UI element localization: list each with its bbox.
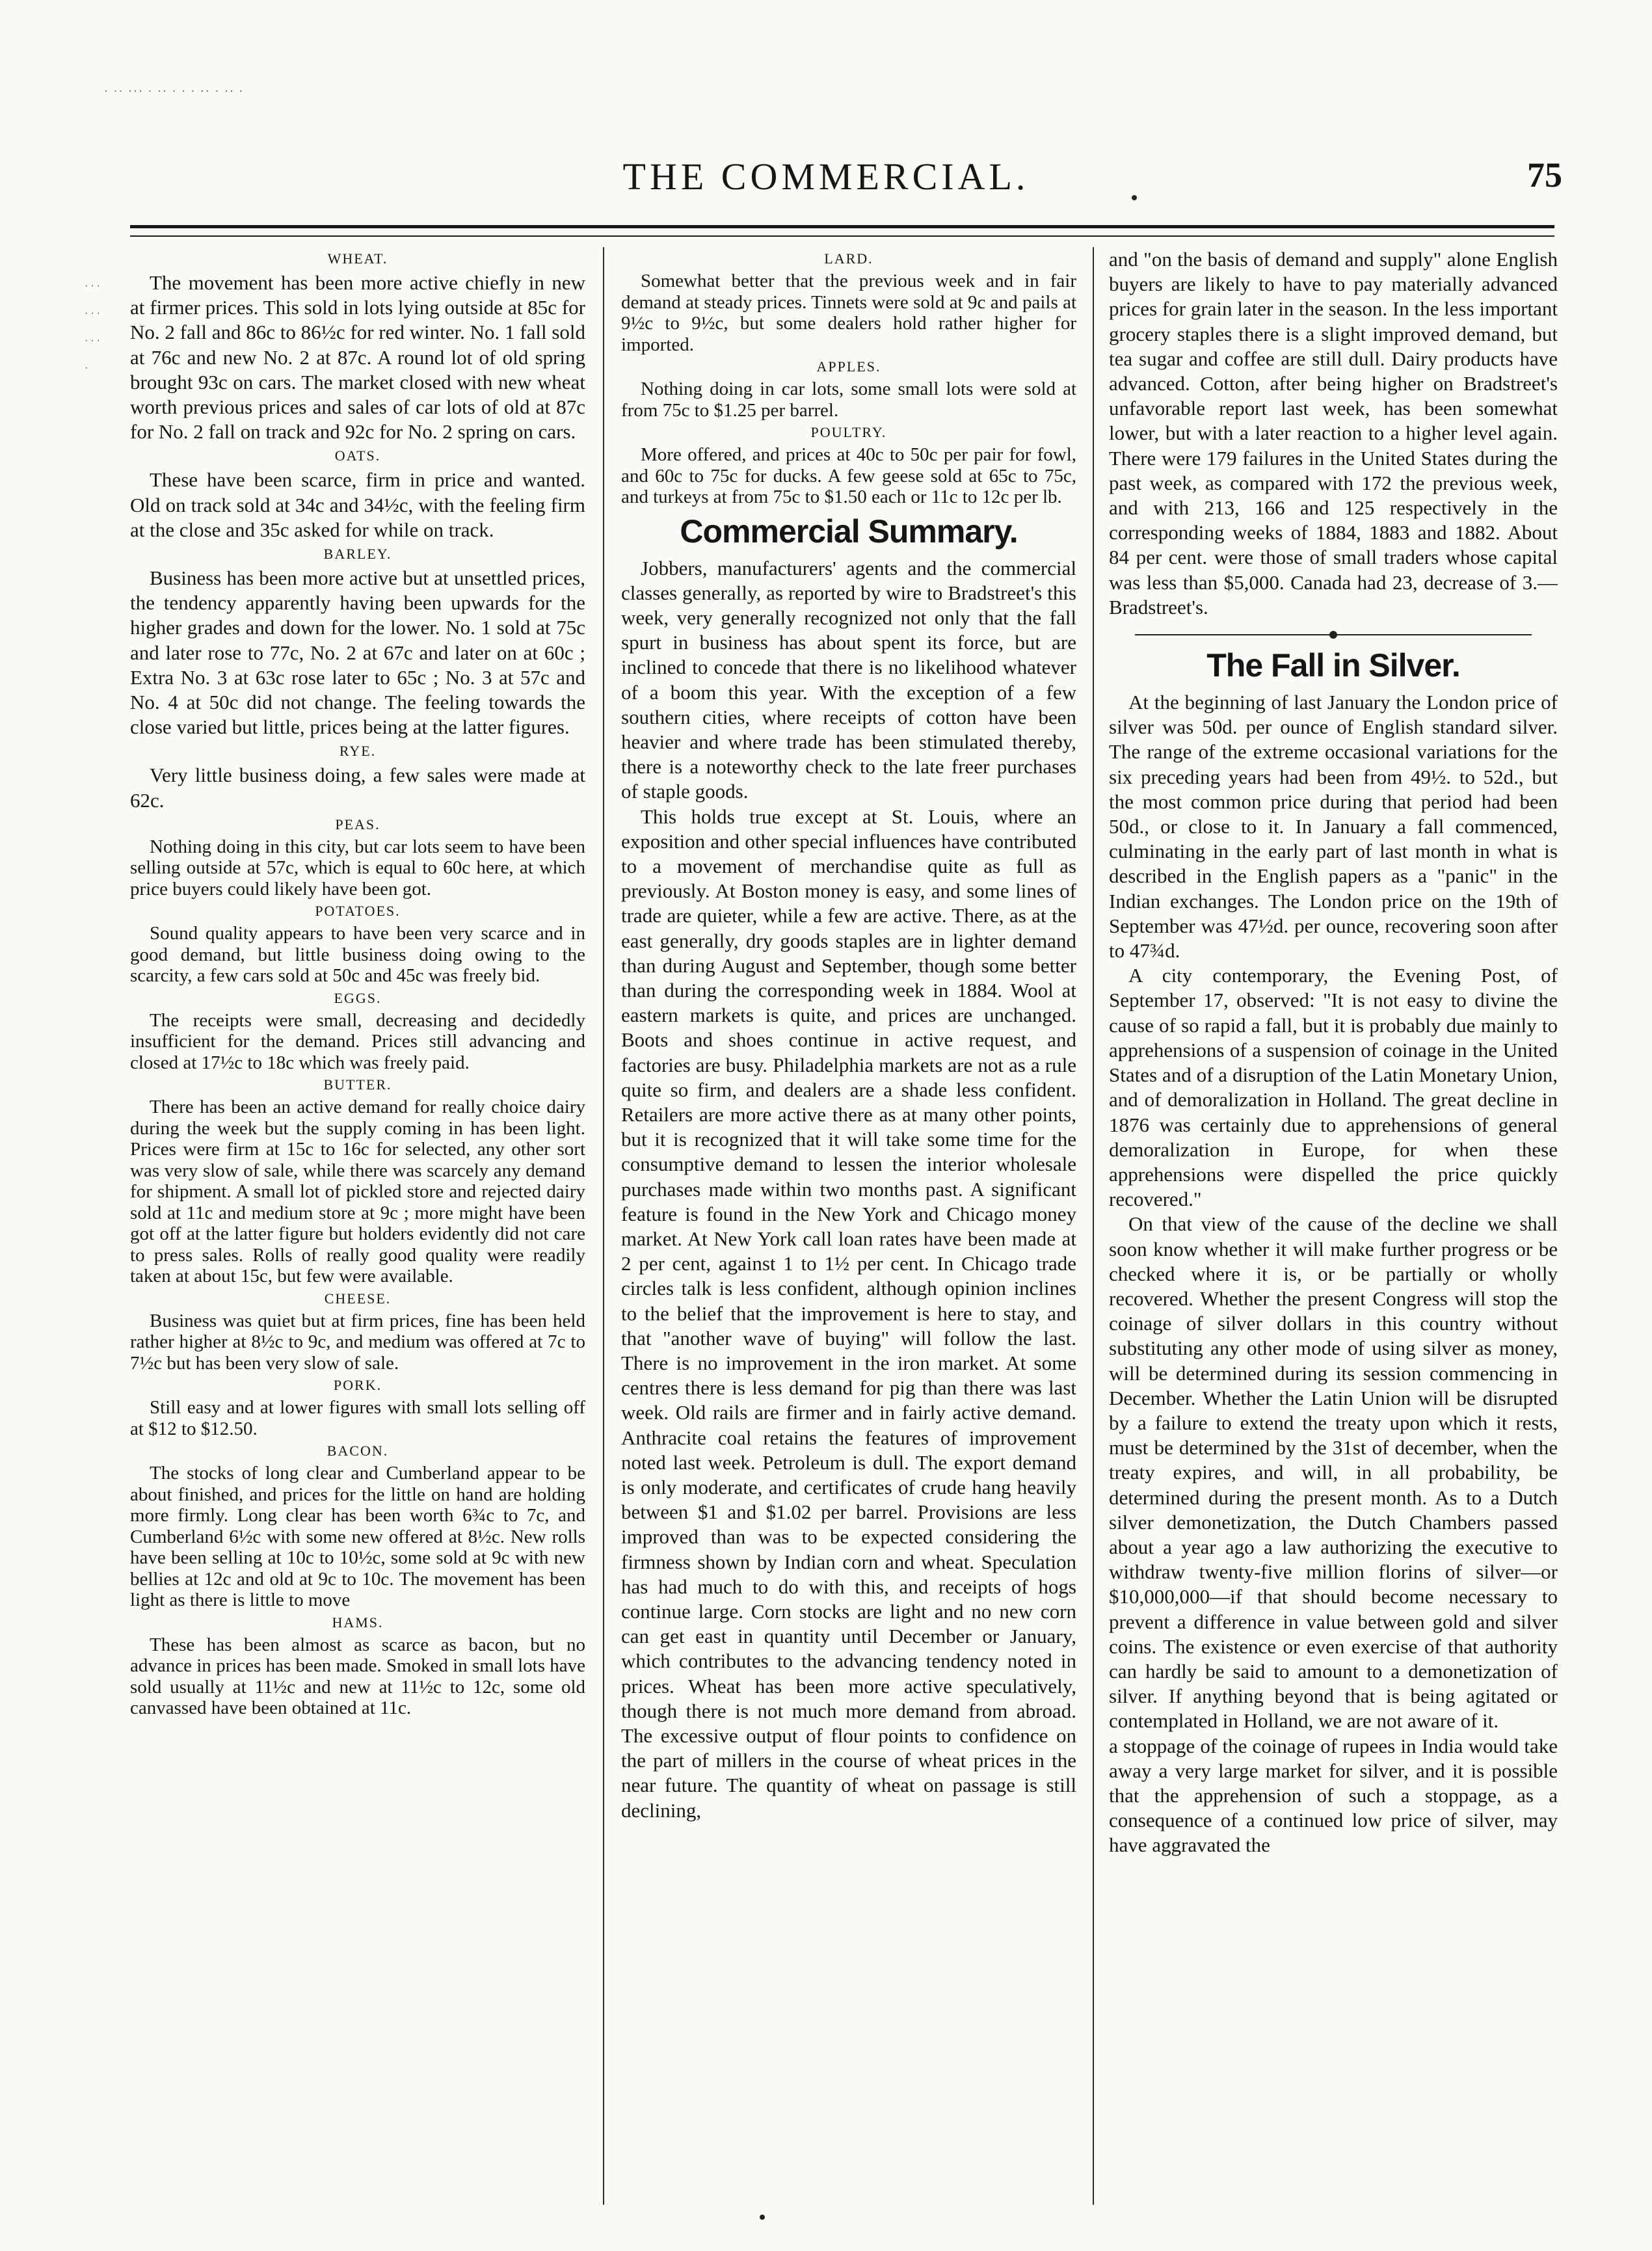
paragraph: The movement has been more active chiefly in new at firmer prices. This sold in lots lying outside at 85c for No. 2 fall and 86c to 86½c for red winter. No. 1 fall sold at 76c and new No. 2 at 87c. A round lot of old spring brought 93c on cars. The market closed with new wheat worth previous prices and sales of car lots of old at 87c for No. 2 fall on track and 92c for No. 2 spring on cars.	[130, 271, 585, 444]
header-rule-thin	[130, 235, 1554, 237]
paragraph: Still easy and at lower figures with small lots selling off at $12 to $12.50.	[130, 1397, 585, 1439]
section-heading: BARLEY.	[323, 546, 392, 563]
paragraph: This holds true except at St. Louis, where an exposition and other special influences have contributed to a movement of merchandise quite as full as previously. At Boston money is easy, and some lines of trade are quieter, while a few are active. There, as at the east generally, dry goods staples are in lighter demand than during August and September, though some better than during the corresponding week in 1884. Wool at eastern markets is quite, and prices are unchanged. Boots and shoes continue in active request, and factories are busy. Philadelphia markets are not as a rule quite so firm, and dealers are a shade less confident. Retailers are more active there as at many other points, but it is recognized that it will take some time for the consumptive demand to lessen the interior wholesale purchases made within two months past. A significant feature is found in the New York and Chicago money market. At New York call loan rates have been made at 2 per cent, against 1 to 1½ per cent. In Chicago trade circles talk is less confident, although opinion inclines to the belief that the improvement is here to stay, and that "another wave of buying" will follow the last. There is no improvement in the iron market. At some centres there is less demand for pig than there was last week. Old rails are firmer and in fairly active demand. Anthracite coal retains the features of improvement noted last week. Petroleum is dull. The export demand is only moderate, and certificates of crude hang heavily between $1 and $1.02 per barrel. Provisions are less improved than was to be expected considering the firmness shown by Indian corn and wheat. Speculation has had much to do with this, and receipts of hogs continue large. Corn stocks are light and no new corn can get east in quantity until December or January, which contributes to the advancing tendency noted in prices. Wheat has been more active speculatively, though there is not much more demand from abroad. The excessive output of flour points to confidence on the part of millers in the course of wheat prices in the near future. The quantity of wheat on passage is still declining,	[621, 805, 1076, 1822]
article-heading: Commercial Summary.	[680, 513, 1018, 550]
page-title: THE COMMERCIAL.	[622, 155, 1030, 198]
column-3	[1109, 247, 1558, 2205]
section-divider	[1135, 628, 1532, 642]
article-heading: The Fall in Silver.	[1206, 647, 1460, 684]
column-1	[130, 247, 585, 2205]
paragraph: Nothing doing in car lots, some small lots were sold at from 75c to $1.25 per barrel.	[621, 379, 1076, 421]
section-heading: WHEAT.	[327, 250, 388, 267]
section-heading: EGGS.	[334, 989, 382, 1006]
paragraph: More offered, and prices at 40c to 50c per pair for fowl, and 60c to 75c for ducks. A few geese sold at 65c to 75c, and turkeys at from 75c to $1.50 each or 11c to 12c per lb.	[621, 444, 1076, 507]
paragraph: and "on the basis of demand and supply" alone English buyers are likely to have to pay materially advanced prices for grain later in the season. In the less important grocery staples there is a slight improved demand, but tea sugar and coffee are still dull. Dairy products have advanced. Cotton, after being higher on Bradstreet's unfavorable report last week, has been somewhat lower, but with a later reaction to a higher level again. There were 179 failures in the United States during the past week, as compared with 172 the previous week, and with 213, 166 and 125 respectively in the corresponding weeks of 1884, 1883 and 1882. About 84 per cent. were those of small traders whose capital was less than $5,000. Canada had 23, decrease of 3.—Bradstreet's.	[1109, 248, 1558, 619]
paragraph: Very little business doing, a few sales were made at 62c.	[130, 764, 585, 812]
paragraph: Business was quiet but at firm prices, fine has been held rather higher at 8½c to 9c, and medium was offered at 7c to 7½c but has been very slow of sale.	[130, 1310, 585, 1374]
left-margin-marks: · · · · · · · · · ·	[85, 281, 100, 374]
paragraph: The receipts were small, decreasing and decidedly insufficient for the demand. Prices still advancing and closed at 17½c to 18c which was freely paid.	[130, 1009, 585, 1073]
paragraph: These has been almost as scarce as bacon, but no advance in prices has been made. Smoked in small lots have sold usually at 11½c and new at 11½c to 12c, some old canvassed have been obtained at 11c.	[130, 1634, 585, 1719]
paragraph: Somewhat better that the previous week and in fair demand at steady prices. Tinnets were sold at 9c and pails at 9½c to 9½c, but some dealers hold rather higher for imported.	[621, 271, 1076, 355]
paragraph: These have been scarce, firm in price and wanted. Old on track sold at 34c and 34½c, with the feeling firm at the close and 35c asked for while on track.	[130, 468, 585, 541]
section-heading: PORK.	[333, 1377, 382, 1394]
section-heading: APPLES.	[816, 358, 881, 375]
paragraph: A city contemporary, the Evening Post, of September 17, observed: "It is not easy to divine the cause of so rapid a fall, but it is probably due mainly to apprehensions of a suspension of coinage in the United States and of a disruption of the Latin Monetary Union, and of demoralization in Holland. The great decline in 1876 was certainly due to apprehensions of general demoralization in Europe, for when these apprehensions were dispelled the price quickly recovered."	[1109, 964, 1558, 1211]
paragraph: There has been an active demand for really choice dairy during the week but the supply coming in has been light. Prices were firm at 15c to 16c for selected, any other sort was very slow of sale, while there was scarcely any demand for shipment. A small lot of pickled store and rejected dairy sold at 11c and medium store at 9c ; more might have been got off at the latter figure but holders evidently did not care to press sales. Rolls of really good quality were readily taken at about 15c, but few were available.	[130, 1097, 585, 1287]
paragraph: At the beginning of last January the London price of silver was 50d. per ounce of English standard silver. The range of the extreme occasional variations for the six preceding years had been from 49½. to 52d., but the most common price during that period had been 50d., or close to it. In January a fall commenced, culminating in the early part of last month in what is described in the English papers as a "panic" in the Indian exchanges. The London price on the 19th of September was 47½d. per ounce, recovering soon after to 47¾d.	[1109, 691, 1558, 963]
paragraph: Nothing doing in this city, but car lots seem to have been selling outside at 57c, which is equal to 60c here, at which price buyers could likely have been got.	[130, 836, 585, 899]
column-2	[621, 247, 1076, 2205]
paragraph: a stoppage of the coinage of rupees in India would take away a very large market for silver, and it is possible that the apprehension of such a stoppage, as a consequence of a continued low price of silver, may have aggravated the	[1109, 1734, 1558, 1857]
section-heading: BACON.	[326, 1443, 389, 1459]
section-heading: CHEESE.	[324, 1290, 392, 1307]
paragraph: Sound quality appears to have been very scarce and in good demand, but little business doing owing to the scarcity, a few cars sold at 50c and 45c was freely bid.	[130, 923, 585, 987]
section-heading: BUTTER.	[323, 1076, 392, 1093]
section-heading: HAMS.	[332, 1614, 384, 1631]
section-heading: PEAS.	[335, 816, 380, 832]
section-heading: POULTRY.	[810, 424, 887, 440]
section-heading: POTATOES.	[315, 903, 401, 920]
section-heading: OATS.	[334, 447, 381, 464]
column-divider-2	[1093, 247, 1094, 2205]
page-number: 75	[1527, 155, 1562, 194]
section-heading: RYE.	[339, 743, 377, 760]
paragraph: The stocks of long clear and Cumberland appear to be about finished, and prices for the little on hand are holding more firmly. Long clear has been worth 6¾c to 7c, and Cumberland 6½c with some new offered at 8½c. New rolls have been selling at 10c to 10½c, some sold at 9c with new bellies at 12c and old at 9c to 10c. The movement has been light as there is little to move	[130, 1463, 585, 1611]
paragraph: On that view of the cause of the decline we shall soon know whether it will make further progress or be checked where it is, or be partially or wholly recovered. Whether the present Congress will stop the coinage of silver dollars in this country without substituting any other mode of using silver as money, will be determined during its session commencing in December. Whether the Latin Union will be disrupted by a failure to extend the treaty upon which it rests, must be determined by the 31st of december, when the treaty expires, and will, in all probability, be determined during the present month. As to a Dutch silver demonetization, the Dutch Chambers passed about a year ago a law authorizing the executive to withdraw twenty-five million florins of silver—or $10,000,000—if that should become necessary to prevent a difference in value between gold and silver coins. The existence or even exercise of that authority can hardly be said to amount to a demonetization of silver. If anything beyond that is being agitated or contemplated in Holland, we are not aware of it.	[1109, 1212, 1558, 1733]
header-rule	[130, 225, 1554, 228]
top-margin-marks: · ·· ··· · ·· · · · ·· · ·· ·	[104, 85, 245, 98]
column-divider-1	[603, 247, 604, 2205]
header-dot	[1132, 195, 1137, 200]
footer-dot	[760, 2215, 765, 2220]
section-heading: LARD.	[824, 250, 873, 267]
paragraph: Jobbers, manufacturers' agents and the commercial classes generally, as reported by wire to Bradstreet's this week, very generally recognized not only that the fall spurt in business has about spent its force, but are inclined to concede that there is no likelihood whatever of a boom this year. With the exception of a few southern cities, where receipts of cotton have been heavier and where trade has been stimulated thereby, there is a noteworthy check to the late freer purchases of staple goods.	[621, 556, 1076, 803]
paragraph: Business has been more active but at unsettled prices, the tendency apparently having been upwards for the higher grades and down for the lower. No. 1 sold at 75c and later rose to 77c, No. 2 at 67c and later on at 60c ; Extra No. 3 at 63c rose later to 65c ; No. 3 at 57c and No. 4 at 50c did not change. The feeling towards the close varied but little, prices being at the latter figures.	[130, 566, 585, 739]
